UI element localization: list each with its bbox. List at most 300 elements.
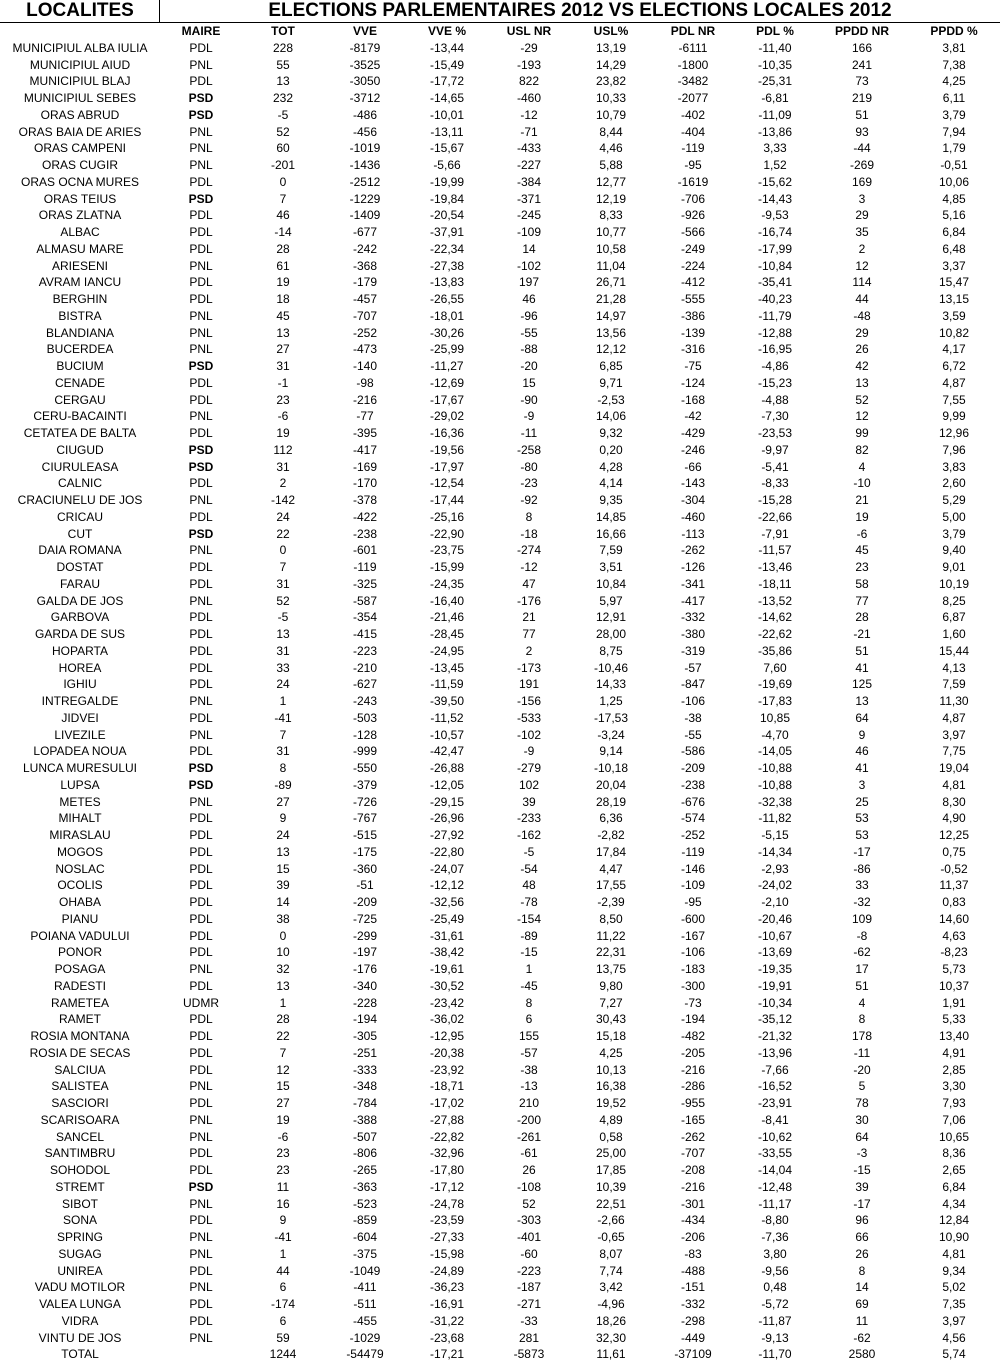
table-cell: 1,60 [942,627,966,641]
table-cell: -325 [352,576,378,591]
table-cell: -7,91 [761,526,789,541]
table-cell: -384 [516,174,542,189]
table-cell: -533 [516,710,542,725]
table-cell: -30,26 [429,325,465,340]
table-cell: -10,62 [757,1129,793,1144]
table-cell: -456 [352,124,378,139]
locality-name: LIVEZILE [54,727,106,742]
table-cell: -102 [516,727,542,742]
table-row [0,241,1000,258]
table-cell: -354 [352,610,378,625]
table-cell: -71 [520,124,538,139]
table-row [0,124,1000,141]
table-cell: 155 [518,1029,540,1043]
table-cell: 13,19 [595,40,627,55]
table-cell: -11,82 [758,811,792,826]
mayor-party: PSD [188,442,214,457]
table-cell: 78 [855,1096,869,1110]
table-cell: -37109 [674,1347,712,1362]
table-row [0,1212,1000,1229]
table-cell: -11,87 [758,1313,792,1328]
table-cell: 14 [276,895,290,909]
table-cell: -168 [680,392,706,407]
table-cell: -269 [849,158,875,172]
mayor-party: PSD [188,777,214,792]
table-cell: -460 [516,91,542,105]
table-cell: -29,15 [429,794,465,809]
table-cell: -54 [520,861,538,876]
table-cell: -26,88 [429,761,465,775]
table-cell: -2077 [677,91,709,105]
table-cell: 64 [855,1129,869,1144]
table-cell: -8,23 [940,945,968,960]
table-cell: 178 [851,1029,873,1043]
table-row [0,978,1000,995]
table-row [0,995,1000,1012]
table-row [0,408,1000,425]
table-cell: -368 [352,258,378,273]
table-cell: 52 [276,593,290,608]
table-cell: 5,16 [942,208,966,223]
table-cell: 13,15 [938,292,970,306]
table-cell: -18,01 [429,308,465,323]
table-cell: -11,27 [430,359,464,373]
locality-name: VADU MOTILOR [34,1280,126,1295]
mayor-party: PSD [188,107,214,122]
table-cell: 19 [276,1112,290,1127]
table-cell: -271 [516,1297,542,1311]
mayor-party: PNL [189,1280,213,1295]
table-row [0,1313,1000,1330]
table-cell: 10,84 [595,576,627,591]
table-cell: -17,44 [429,493,465,507]
table-cell: 13,40 [938,1029,970,1043]
table-row [0,509,1000,526]
table-row [0,710,1000,727]
table-cell: 9,71 [599,375,623,390]
table-cell: -395 [352,426,378,440]
table-cell: 7,59 [942,677,966,692]
table-cell: -725 [352,911,378,926]
table-cell: -193 [516,57,542,72]
mayor-party: PDL [189,911,213,926]
table-cell: -9 [523,744,535,759]
table-cell: 219 [851,91,873,105]
table-cell: -25,31 [757,74,793,89]
locality-name: OCOLIS [57,878,103,893]
table-cell: -6 [277,409,289,424]
table-cell: 14,33 [595,677,627,692]
table-cell: 25 [855,794,869,809]
locality-name: ORAS ABRUD [40,107,120,122]
table-cell: -165 [680,1112,706,1127]
table-cell: 28 [855,610,869,625]
table-cell: -143 [680,476,706,491]
table-cell: -11,09 [758,107,792,122]
table-cell: -124 [680,375,706,390]
table-cell: -41 [274,1230,292,1244]
table-cell: 23 [276,1146,290,1161]
table-cell: 19 [855,509,869,524]
table-cell: 53 [855,828,869,842]
table-cell: -35,41 [757,275,793,290]
table-cell: 281 [518,1330,540,1345]
table-cell: 14 [855,1280,869,1295]
table-row [0,944,1000,961]
locality-name: MOGOS [56,844,103,859]
table-cell: -126 [680,560,706,574]
locality-name: AVRAM IANCU [38,275,122,290]
table-cell: -7,66 [761,1062,789,1077]
table-cell: -1619 [677,174,709,189]
mayor-party: PDL [189,660,213,675]
table-cell: -806 [352,1146,378,1161]
table-row [0,291,1000,308]
table-cell: 14,85 [595,509,627,524]
table-cell: -209 [680,761,706,775]
mayor-party: PNL [189,493,213,507]
column-header: PDL NR [670,24,716,38]
table-cell: 10,39 [595,1179,627,1194]
table-cell: 4,63 [942,928,966,943]
column-header: MAIRE [181,24,221,38]
table-cell: 14,97 [595,308,627,323]
mayor-party: PDL [189,241,213,256]
table-cell: 13 [276,978,290,993]
table-cell: 7,75 [942,744,966,759]
locality-name: GARDA DE SUS [34,627,126,641]
table-cell: -28,45 [429,627,465,641]
table-cell: 13 [276,74,290,89]
locality-name: SUGAG [58,1246,102,1261]
table-cell: -252 [680,828,706,842]
table-cell: 10,77 [595,225,627,239]
table-cell: -78 [520,895,538,909]
mayor-party: PDL [189,208,213,223]
table-cell: -57 [684,660,702,675]
table-cell: -9,56 [761,1263,789,1278]
table-cell: 31 [276,459,290,474]
table-cell: -206 [680,1230,706,1244]
table-cell: -14,43 [757,191,793,206]
table-cell: 21,28 [595,292,627,306]
table-cell: -258 [516,442,542,457]
table-cell: 45 [276,308,290,323]
locality-name: OHABA [58,895,101,909]
table-cell: 28 [276,241,290,256]
mayor-party: PDL [189,928,213,943]
table-cell: 13 [855,375,869,390]
table-cell: -261 [516,1129,542,1144]
table-cell: 77 [522,627,536,641]
table-cell: -13,46 [757,560,793,574]
table-cell: 26 [855,1246,869,1261]
table-cell: -17,02 [429,1096,465,1110]
table-cell: -305 [352,1029,378,1043]
table-cell: -601 [352,543,378,558]
table-cell: 3,79 [942,526,966,541]
table-cell: 4 [858,995,866,1010]
table-cell: -12 [520,560,538,574]
table-cell: 3,79 [942,107,966,122]
table-row [0,1028,1000,1045]
mayor-party: PDL [189,40,213,55]
table-cell: 39 [276,878,290,893]
table-cell: -2,93 [761,861,789,876]
mayor-party: PDL [189,744,213,759]
table-cell: -999 [352,744,378,759]
table-row [0,174,1000,191]
table-cell: 22,51 [595,1196,627,1211]
table-cell: -140 [352,359,378,373]
mayor-party: PDL [189,1313,213,1328]
table-cell: -200 [516,1112,542,1127]
table-cell: 17,84 [595,844,627,859]
table-cell: -108 [516,1179,542,1194]
table-cell: -955 [680,1096,706,1110]
table-cell: -13,11 [430,124,464,139]
table-cell: -319 [680,643,706,658]
table-cell: -726 [352,794,378,809]
table-cell: 20,04 [595,777,627,792]
table-cell: 10,58 [595,241,627,256]
table-row [0,1095,1000,1112]
table-cell: -5 [277,107,289,122]
table-row [0,626,1000,643]
table-cell: -208 [680,1163,706,1177]
table-row [0,73,1000,90]
table-cell: 19 [276,426,290,440]
table-cell: -128 [352,727,378,742]
mayor-party: PNL [189,1196,213,1211]
table-cell: -36,23 [429,1280,465,1295]
table-cell: -417 [352,442,378,457]
mayor-party: PDL [189,1029,213,1043]
table-cell: -8,41 [761,1112,789,1127]
column-header: VVE % [427,24,466,38]
table-cell: 6,11 [942,91,966,105]
locality-name: ROSIA DE SECAS [29,1045,131,1060]
locality-name: SIBOT [61,1196,98,1211]
table-cell: 4,14 [599,476,623,491]
table-row [0,1246,1000,1263]
table-cell: -96 [520,308,538,323]
table-cell: 12 [276,1062,290,1077]
table-cell: 3,83 [942,459,966,474]
locality-name: MUNICIPIUL ALBA IULIA [12,40,148,55]
table-cell: 4,17 [942,342,966,357]
table-cell: 10,13 [595,1062,627,1077]
locality-name: INTREGALDE [41,694,119,708]
table-cell: -1229 [349,191,381,206]
table-cell: 46 [855,744,869,759]
table-cell: -412 [680,275,706,290]
table-cell: 10,37 [938,978,970,993]
table-cell: 8 [279,761,287,775]
table-cell: -566 [680,225,706,239]
table-cell: -14,65 [429,91,465,105]
locality-name: SALCIUA [54,1062,106,1077]
table-row [0,760,1000,777]
table-cell: -109 [680,878,706,893]
mayor-party: PDL [189,275,213,290]
table-cell: -457 [352,292,378,306]
table-cell: -90 [520,392,538,407]
mayor-party: PNL [189,308,213,323]
table-row [0,492,1000,509]
table-cell: -14,34 [757,844,793,859]
column-header: PPDD % [930,24,978,38]
table-cell: -19,61 [429,962,465,976]
locality-name: ORAS BAIA DE ARIES [18,124,142,139]
table-row [0,827,1000,844]
table-cell: 39 [522,794,536,809]
table-cell: -23,42 [429,995,465,1010]
table-cell: -7,36 [761,1230,789,1244]
table-cell: -102 [516,258,542,273]
table-row [0,1045,1000,1062]
table-cell: -2,39 [597,895,625,909]
table-cell: 23,82 [595,74,627,89]
table-cell: -2512 [349,174,381,189]
mayor-party: PDL [189,174,213,189]
table-cell: -17,67 [429,392,465,407]
table-cell: -119 [681,844,705,859]
table-cell: 0 [279,174,287,189]
table-cell: -586 [680,744,706,759]
table-cell: 55 [276,57,290,72]
mayor-party: PDL [189,643,213,658]
table-cell: -17 [853,1196,871,1211]
mayor-party: PSD [188,761,214,775]
table-cell: 51 [855,107,869,122]
table-cell: 44 [855,292,869,306]
table-row [0,308,1000,325]
mayor-party: PSD [188,359,214,373]
table-cell: 28,19 [595,794,627,809]
table-cell: -40,23 [757,292,793,306]
table-cell: -587 [352,593,378,608]
mayor-party: PDL [189,292,213,306]
locality-name: SPRING [56,1230,103,1244]
table-cell: 12,84 [938,1213,970,1228]
table-cell: 11,61 [596,1347,626,1362]
table-cell: 5,97 [599,593,623,608]
table-cell: 16,38 [595,1079,627,1094]
table-cell: -300 [680,978,706,993]
table-cell: -676 [680,794,706,809]
table-cell: -39,50 [429,694,465,708]
table-cell: 99 [855,426,869,440]
table-cell: 15 [276,1079,290,1094]
table-cell: 8,30 [942,794,966,809]
table-cell: 9 [279,811,287,826]
table-cell: -299 [352,928,378,943]
table-cell: -19,99 [429,174,465,189]
table-cell: -3712 [349,91,381,105]
table-cell: 3,97 [942,727,966,742]
table-cell: 3,33 [763,141,787,156]
table-cell: -24,78 [429,1196,465,1211]
locality-name: CENADE [54,375,105,390]
table-cell: -17,12 [429,1179,465,1194]
table-cell: -5,41 [761,459,789,474]
table-cell: 4,89 [599,1112,623,1127]
table-cell: 9 [858,727,866,742]
locality-name: MUNICIPIUL SEBES [23,91,137,105]
table-cell: -11,79 [758,308,792,323]
table-cell: -926 [680,208,706,223]
table-cell: -10,34 [757,995,793,1010]
table-cell: 9,40 [942,543,966,558]
table-cell: -1800 [677,57,709,72]
table-row [0,40,1000,57]
table-cell: -38,42 [429,945,465,960]
table-cell: 2 [525,643,533,658]
table-cell: -17,80 [429,1163,465,1177]
table-cell: -86 [853,861,871,876]
table-cell: -434 [680,1213,706,1228]
column-header: PDL % [756,24,794,38]
mayor-party: PNL [189,1112,213,1127]
table-cell: 7,96 [942,442,966,457]
table-cell: 4,85 [942,191,966,206]
table-cell: -429 [680,426,706,440]
table-cell: -139 [680,325,706,340]
locality-name: METES [59,794,101,809]
table-cell: 53 [855,811,869,826]
table-cell: -24,89 [429,1263,465,1278]
table-cell: -604 [352,1230,378,1244]
table-cell: -550 [352,761,378,775]
table-cell: 13 [276,325,290,340]
table-cell: -29 [520,40,538,55]
table-cell: -119 [681,141,705,156]
table-cell: 46 [522,292,536,306]
table-cell: 32,30 [595,1330,627,1345]
table-cell: -24,07 [429,861,465,876]
table-cell: -3050 [349,74,381,89]
mayor-party: PNL [189,1079,213,1094]
table-cell: -205 [680,1045,706,1060]
table-cell: -106 [680,694,706,708]
table-cell: -24,02 [757,878,793,893]
table-cell: 8,75 [599,643,623,658]
table-cell: -13,69 [757,945,793,960]
mayor-party: PDL [189,1163,213,1177]
table-cell: 23 [276,1163,290,1177]
table-cell: -77 [356,409,374,424]
table-cell: 1 [279,995,287,1010]
table-cell: -11 [853,1045,871,1060]
table-row [0,928,1000,945]
table-cell: -10,57 [429,727,465,742]
table-row [0,1112,1000,1129]
table-cell: -119 [353,560,377,574]
mayor-party: PNL [189,694,213,708]
table-row [0,1011,1000,1028]
table-cell: 31 [276,576,290,591]
table-cell: -15,23 [757,375,793,390]
table-cell: -169 [352,459,378,474]
table-cell: -187 [516,1280,542,1295]
table-cell: -9,13 [761,1330,789,1345]
table-cell: 47 [522,576,536,591]
table-cell: 9,01 [942,560,966,574]
table-cell: -176 [352,962,378,976]
column-header: USL NR [506,24,552,38]
table-cell: -23,53 [757,426,793,440]
